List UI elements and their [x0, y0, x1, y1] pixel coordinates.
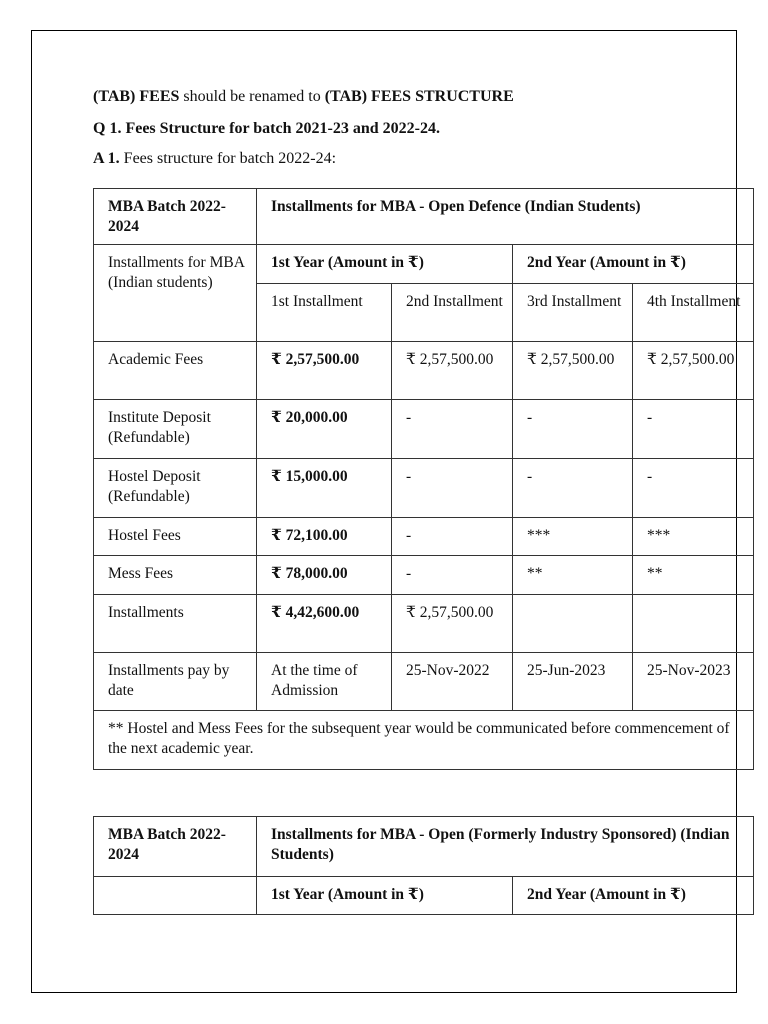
question-1 — [93, 120, 440, 138]
amount-cell: - — [513, 459, 633, 518]
date-cell: 25-Jun-2023 — [513, 653, 633, 711]
table-row — [94, 556, 754, 595]
table-row — [94, 342, 754, 400]
table-title: Installments for MBA - Open Defence (Indian Students) — [257, 189, 754, 245]
amount-cell: ₹ 15,000.00 — [257, 459, 392, 518]
amount-cell: ** — [633, 556, 754, 595]
amount-cell: *** — [633, 518, 754, 556]
amount-cell: ₹ 2,57,500.00 — [392, 595, 513, 653]
batch-label: MBA Batch 2022-2024 — [94, 817, 257, 877]
amount-cell: ** — [513, 556, 633, 595]
fees-table-open-industry — [93, 816, 754, 915]
fees-table-open-defence — [93, 188, 754, 770]
rename-connector: should be renamed to — [179, 88, 325, 105]
batch-label: MBA Batch 2022-2024 — [94, 189, 257, 245]
row-label: Academic Fees — [94, 342, 257, 400]
rename-note — [93, 88, 514, 106]
date-cell: 25-Nov-2023 — [633, 653, 754, 711]
installment-header: 4th Installment — [633, 284, 754, 342]
row-label: Institute Deposit (Refundable) — [94, 400, 257, 459]
amount-cell: - — [392, 400, 513, 459]
date-cell: 25-Nov-2022 — [392, 653, 513, 711]
amount-cell — [513, 595, 633, 653]
row-label: Installments — [94, 595, 257, 653]
amount-cell — [633, 595, 754, 653]
year-1-header: 1st Year (Amount in ₹) — [257, 877, 513, 915]
amount-cell: ₹ 2,57,500.00 — [633, 342, 754, 400]
amount-cell: - — [633, 400, 754, 459]
year-header-row — [94, 877, 754, 915]
note-row — [94, 711, 754, 770]
amount-cell: ₹ 2,57,500.00 — [392, 342, 513, 400]
row-label: Installments pay by date — [94, 653, 257, 711]
tab-fees-label: (TAB) FEES — [93, 88, 180, 105]
year-2-header: 2nd Year (Amount in ₹) — [513, 877, 754, 915]
answer-1-text: Fees structure for batch 2022-24: — [119, 150, 337, 167]
table-header-row — [94, 189, 754, 245]
amount-cell: ₹ 20,000.00 — [257, 400, 392, 459]
amount-cell: - — [392, 459, 513, 518]
row-label: Mess Fees — [94, 556, 257, 595]
table-title: Installments for MBA - Open (Formerly Industry Sponsored) (Indian Students) — [257, 817, 754, 877]
installments-for-label: Installments for MBA (Indian students) — [94, 245, 257, 342]
amount-cell: - — [392, 556, 513, 595]
amount-cell: ₹ 2,57,500.00 — [513, 342, 633, 400]
row-label: Hostel Deposit (Refundable) — [94, 459, 257, 518]
amount-cell: - — [392, 518, 513, 556]
question-1-text: Q 1. Fees Structure for batch 2021-23 and 2022-24. — [93, 120, 440, 137]
table-row — [94, 518, 754, 556]
fees-note: ** Hostel and Mess Fees for the subsequent year would be communicated before commencement of the next academic year. — [94, 711, 754, 770]
amount-cell: ₹ 2,57,500.00 — [257, 342, 392, 400]
installment-header: 1st Installment — [257, 284, 392, 342]
amount-cell: ₹ 4,42,600.00 — [257, 595, 392, 653]
amount-cell: ₹ 78,000.00 — [257, 556, 392, 595]
row-label: Hostel Fees — [94, 518, 257, 556]
amount-cell: *** — [513, 518, 633, 556]
year-1-header: 1st Year (Amount in ₹) — [257, 245, 513, 284]
year-header-row — [94, 245, 754, 284]
amount-cell: - — [513, 400, 633, 459]
year-2-header: 2nd Year (Amount in ₹) — [513, 245, 754, 284]
answer-1-label: A 1. — [93, 150, 120, 167]
amount-cell: ₹ 72,100.00 — [257, 518, 392, 556]
answer-1 — [93, 150, 336, 168]
table-row — [94, 459, 754, 518]
table-row — [94, 653, 754, 711]
date-cell: At the time of Admission — [257, 653, 392, 711]
table-row — [94, 595, 754, 653]
tab-fees-structure-label: (TAB) FEES STRUCTURE — [324, 88, 514, 105]
installment-header: 2nd Installment — [392, 284, 513, 342]
empty-cell — [94, 877, 257, 915]
installment-header: 3rd Installment — [513, 284, 633, 342]
table-header-row — [94, 817, 754, 877]
table-row — [94, 400, 754, 459]
amount-cell: - — [633, 459, 754, 518]
